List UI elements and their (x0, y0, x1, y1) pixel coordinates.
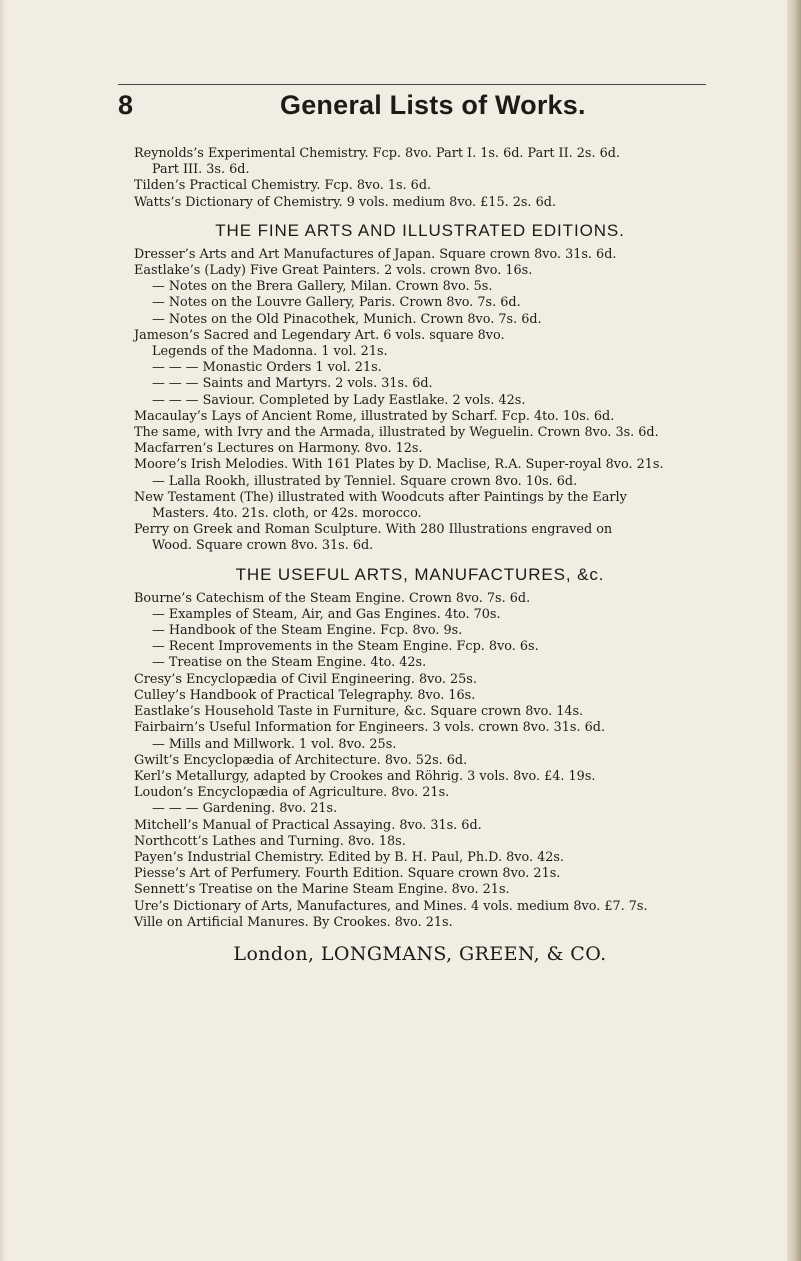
list-item: Fairbairn’s Useful Information for Engineers. 3 vols. crown 8vo. 31s. 6d. (134, 720, 606, 736)
list-item: Sennett’s Treatise on the Marine Steam Engine. 8vo. 21s. (134, 882, 510, 898)
list-item: — Recent Improvements in the Steam Engine. Fcp. 8vo. 6s. (152, 639, 539, 655)
list-item: — — — Saints and Martyrs. 2 vols. 31s. 6d. (152, 376, 433, 392)
list-item: — Examples of Steam, Air, and Gas Engines. 4to. 70s. (152, 606, 501, 622)
list-item: Tilden’s Practical Chemistry. Fcp. 8vo. 1s. 6d. (134, 178, 432, 194)
list-item: — — — Saviour. Completed by Lady Eastlake. 2 vols. 42s. (152, 392, 526, 408)
list-item: Masters. 4to. 21s. cloth, or 42s. morocco. (152, 506, 422, 522)
list-item: Gwilt’s Encyclopædia of Architecture. 8vo. 52s. 6d. (134, 752, 468, 768)
list-item: Part III. 3s. 6d. (152, 162, 250, 178)
list-item: — Notes on the Brera Gallery, Milan. Crown 8vo. 5s. (152, 279, 493, 295)
section-heading-fine-arts: THE FINE ARTS AND ILLUSTRATED EDITIONS. (215, 220, 625, 240)
list-item: — Treatise on the Steam Engine. 4to. 42s. (152, 655, 427, 671)
list-item: Jameson’s Sacred and Legendary Art. 6 vols. square 8vo. (134, 327, 505, 343)
list-item: Northcott’s Lathes and Turning. 8vo. 18s. (134, 833, 406, 849)
list-item: Eastlake’s (Lady) Five Great Painters. 2 vols. crown 8vo. 16s. (134, 263, 533, 279)
list-item: New Testament (The) illustrated with Woodcuts after Paintings by the Early (134, 489, 627, 505)
header-rule (118, 84, 706, 85)
list-item: Ville on Artificial Manures. By Crookes. 8vo. 21s. (134, 914, 453, 930)
running-head: General Lists of Works. (280, 90, 586, 120)
page-edge-right (787, 0, 801, 1261)
list-item: Reynolds’s Experimental Chemistry. Fcp. 8vo. Part I. 1s. 6d. Part II. 2s. 6d. (134, 146, 621, 161)
list-item: Bourne’s Catechism of the Steam Engine. Crown 8vo. 7s. 6d. (134, 590, 531, 606)
list-item: The same, with Ivry and the Armada, illustrated by Weguelin. Crown 8vo. 3s. 6d. (134, 425, 659, 441)
list-item: Ure’s Dictionary of Arts, Manufactures, and Mines. 4 vols. medium 8vo. £7. 7s. (134, 898, 648, 914)
page-content (134, 146, 706, 965)
list-item: Perry on Greek and Roman Sculpture. With 280 Illustrations engraved on (134, 522, 613, 538)
list-item: — Handbook of the Steam Engine. Fcp. 8vo. 9s. (152, 623, 463, 639)
list-item: Payen’s Industrial Chemistry. Edited by B. H. Paul, Ph.D. 8vo. 42s. (134, 849, 565, 865)
list-item: — Lalla Rookh, illustrated by Tenniel. Square crown 8vo. 10s. 6d. (152, 473, 578, 489)
section-heading-useful-arts: THE USEFUL ARTS, MANUFACTURES, &c. (235, 564, 605, 584)
list-item: Macaulay’s Lays of Ancient Rome, illustrated by Scharf. Fcp. 4to. 10s. 6d. (134, 408, 615, 424)
top-entries (134, 146, 706, 211)
list-item: Dresser’s Arts and Art Manufactures of Japan. Square crown 8vo. 31s. 6d. (134, 246, 617, 262)
list-item: Culley’s Handbook of Practical Telegraphy. 8vo. 16s. (134, 687, 476, 703)
list-item: Kerl’s Metallurgy, adapted by Crookes and Röhrig. 3 vols. 8vo. £4. 19s. (134, 768, 596, 784)
list-item: Legends of the Madonna. 1 vol. 21s. (152, 344, 388, 360)
list-item: — — — Monastic Orders 1 vol. 21s. (152, 360, 382, 376)
useful-arts-list (134, 591, 706, 931)
fine-arts-list (134, 247, 706, 555)
list-item: Cresy’s Encyclopædia of Civil Engineering. 8vo. 25s. (134, 671, 477, 687)
publisher-imprint: London, LONGMANS, GREEN, & CO. (233, 942, 607, 965)
list-item: Eastlake’s Household Taste in Furniture, &c. Square crown 8vo. 14s. (134, 704, 584, 720)
list-item: — Mills and Millwork. 1 vol. 8vo. 25s. (152, 736, 397, 752)
list-item: Wood. Square crown 8vo. 31s. 6d. (152, 538, 374, 554)
list-item: Mitchell’s Manual of Practical Assaying. 8vo. 31s. 6d. (134, 817, 482, 833)
list-item: — Notes on the Old Pinacothek, Munich. Crown 8vo. 7s. 6d. (152, 311, 542, 327)
list-item: — Notes on the Louvre Gallery, Paris. Crown 8vo. 7s. 6d. (152, 295, 521, 311)
list-item: — — — Gardening. 8vo. 21s. (152, 801, 338, 817)
page-edge-left (0, 0, 6, 1261)
list-item: Piesse’s Art of Perfumery. Fourth Edition. Square crown 8vo. 21s. (134, 866, 561, 882)
page-number: 8 (118, 90, 134, 120)
list-item: Macfarren’s Lectures on Harmony. 8vo. 12s. (134, 441, 423, 457)
list-item: Moore’s Irish Melodies. With 161 Plates by D. Maclise, R.A. Super-royal 8vo. 21s. (134, 457, 664, 473)
list-item: Watts’s Dictionary of Chemistry. 9 vols. medium 8vo. £15. 2s. 6d. (134, 194, 556, 210)
list-item: Loudon’s Encyclopædia of Agriculture. 8vo. 21s. (134, 785, 450, 801)
